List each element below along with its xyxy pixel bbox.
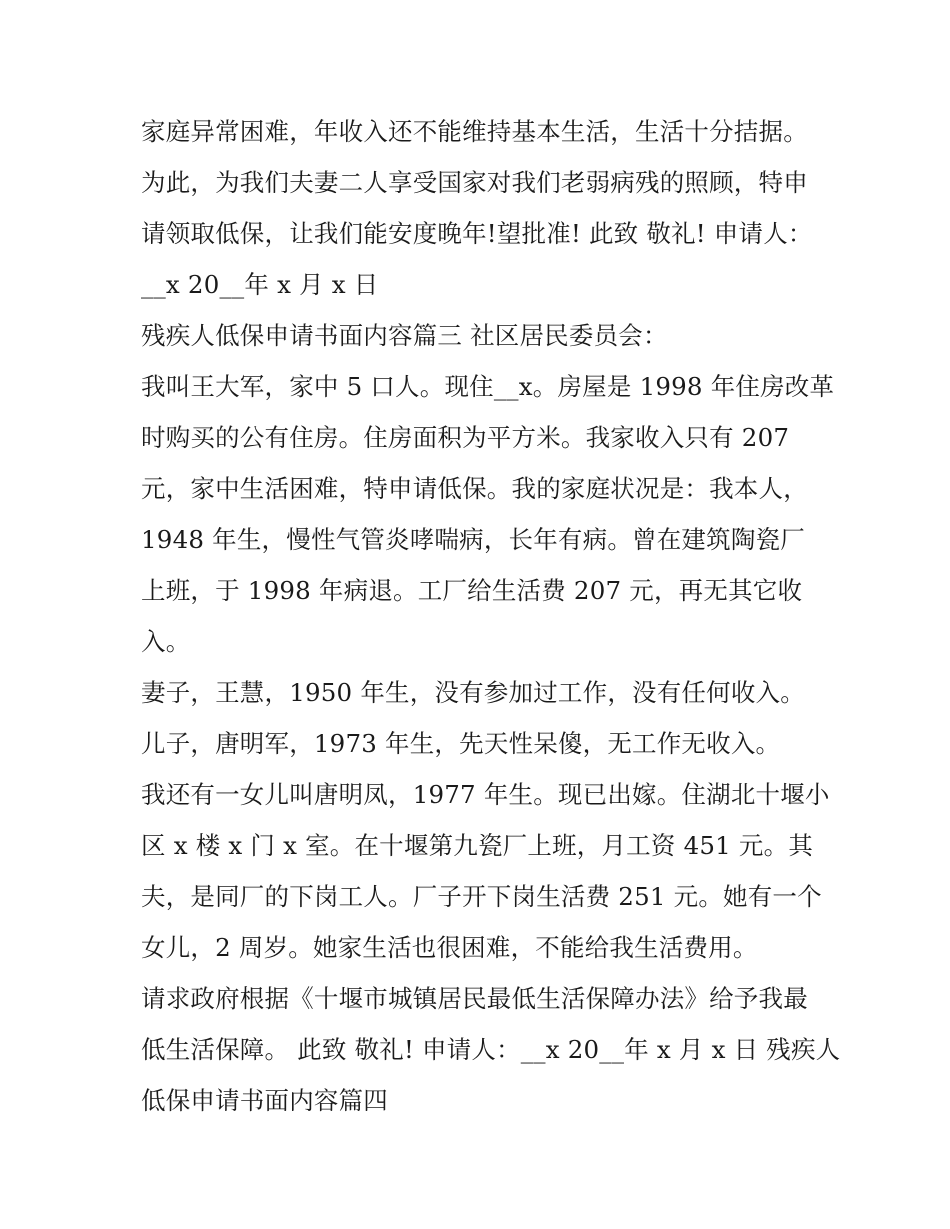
text-line: 时购买的公有住房。住房面积为平方米。我家收入只有 207	[141, 423, 790, 452]
text-line: 我叫王大军，家中 5 口人。现住__x。房屋是 1998 年住房改革	[141, 372, 835, 401]
text-line: 夫，是同厂的下岗工人。厂子开下岗生活费 251 元。她有一个	[141, 882, 822, 911]
text-line: 为此，为我们夫妻二人享受国家对我们老弱病残的照顾，特申	[141, 168, 808, 197]
text-line: 妻子，王慧，1950 年生，没有参加过工作，没有任何收入。	[141, 678, 805, 707]
text-line: __x 20__年 x 月 x 日	[141, 270, 379, 299]
text-line: 低生活保障。 此致 敬礼! 申请人：__x 20__年 x 月 x 日 残疾人	[141, 1035, 841, 1064]
text-line: 家庭异常困难，年收入还不能维持基本生活，生活十分拮据。	[141, 117, 808, 146]
text-line: 元，家中生活困难，特申请低保。我的家庭状况是：我本人，	[141, 474, 808, 503]
text-line: 入。	[141, 627, 191, 656]
text-line: 低保申请书面内容篇四	[141, 1086, 388, 1115]
text-line: 请领取低保，让我们能安度晚年!望批准! 此致 敬礼! 申请人：	[141, 219, 813, 248]
text-line: 女儿，2 周岁。她家生活也很困难，不能给我生活费用。	[141, 933, 758, 962]
section-heading-line: 残疾人低保申请书面内容篇三 社区居民委员会：	[141, 321, 668, 350]
text-line: 我还有一女儿叫唐明凤，1977 年生。现已出嫁。住湖北十堰小	[141, 780, 830, 809]
text-line: 请求政府根据《十堰市城镇居民最低生活保障办法》给予我最	[141, 984, 808, 1013]
text-line: 儿子，唐明军，1973 年生，先天性呆傻，无工作无收入。	[141, 729, 781, 758]
text-line: 区 x 楼 x 门 x 室。在十堰第九瓷厂上班，月工资 451 元。其	[141, 831, 814, 860]
document-body	[141, 106, 841, 1126]
text-line: 上班，于 1998 年病退。工厂给生活费 207 元，再无其它收	[141, 576, 803, 605]
text-line: 1948 年生，慢性气管炎哮喘病，长年有病。曾在建筑陶瓷厂	[141, 525, 805, 554]
